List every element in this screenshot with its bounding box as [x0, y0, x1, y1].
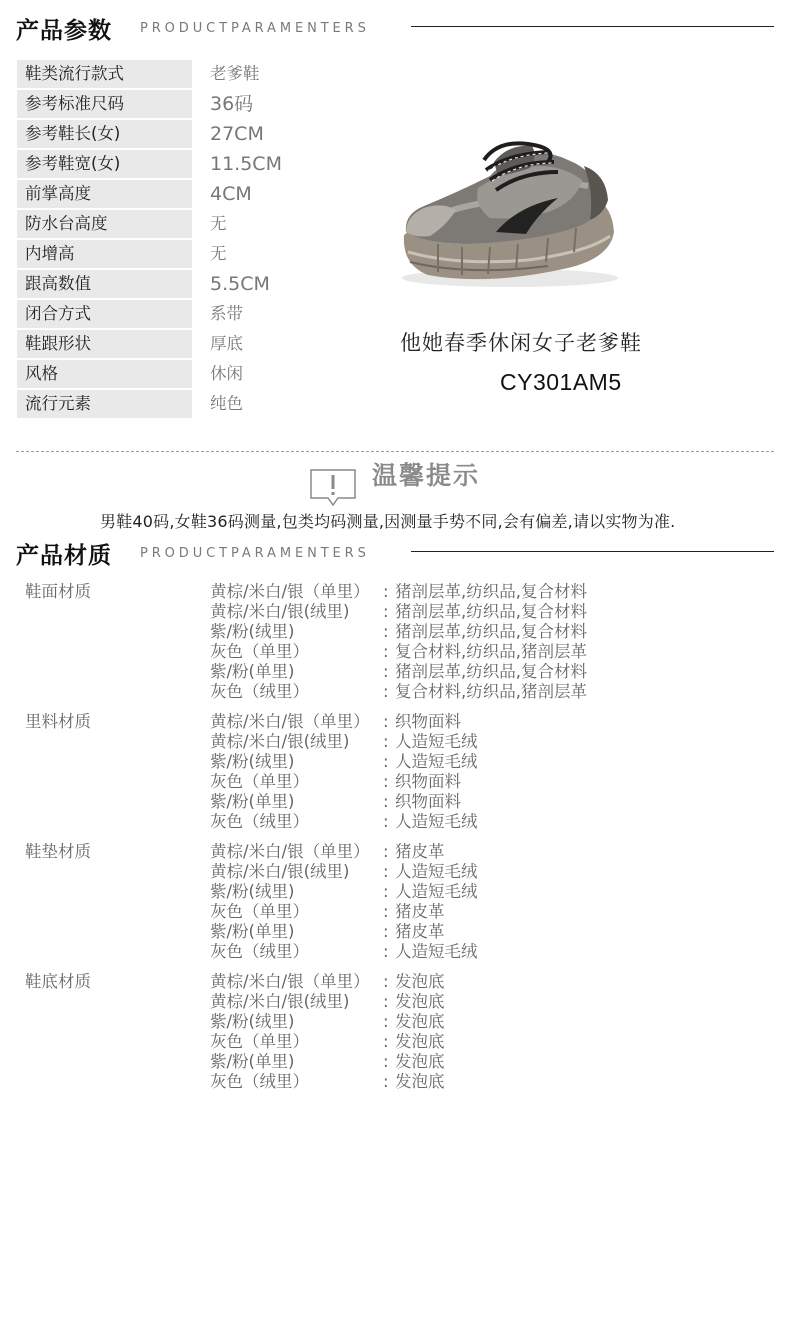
param-value: 休闲: [210, 364, 243, 383]
material-color: 灰色（单里）: [210, 1032, 309, 1051]
param-value: 5.5CM: [210, 273, 270, 295]
material-category: 鞋底材质: [25, 972, 91, 991]
param-label: 鞋跟形状: [17, 330, 192, 358]
material-line: [25, 972, 725, 992]
material-colon: :: [383, 772, 389, 791]
material-colon: :: [383, 732, 389, 751]
material-color: 黄棕/米白/银(绒里): [210, 992, 350, 1011]
material-category: 里料材质: [25, 712, 91, 731]
section-header-materials: [16, 537, 774, 571]
section-header-params: [16, 12, 774, 46]
material-color: 黄棕/米白/银（单里）: [210, 712, 370, 731]
material-color: 灰色（绒里）: [210, 812, 309, 831]
param-label: 跟高数值: [17, 270, 192, 298]
material-value: 猪剖层革,纺织品,复合材料: [395, 602, 587, 621]
material-value: 猪剖层革,纺织品,复合材料: [395, 662, 587, 681]
section-subtitle: PRODUCTPARAMENTERS: [140, 546, 370, 561]
material-colon: :: [383, 862, 389, 881]
material-value: 猪皮革: [395, 922, 445, 941]
material-line: [25, 712, 725, 732]
material-color: 黄棕/米白/银(绒里): [210, 602, 350, 621]
material-value: 发泡底: [395, 1012, 445, 1031]
params-table: [17, 60, 377, 420]
material-group: [25, 972, 725, 1102]
material-value: 织物面料: [395, 712, 461, 731]
material-colon: :: [383, 752, 389, 771]
material-colon: :: [383, 942, 389, 961]
material-value: 人造短毛绒: [395, 942, 478, 961]
material-line: [25, 622, 725, 642]
material-colon: :: [383, 882, 389, 901]
material-color: 紫/粉(单里): [210, 792, 295, 811]
material-line: [25, 992, 725, 1012]
materials-table: [25, 582, 725, 1102]
material-color: 黄棕/米白/银（单里）: [210, 972, 370, 991]
material-value: 人造短毛绒: [395, 732, 478, 751]
material-line: [25, 812, 725, 832]
material-value: 猪皮革: [395, 842, 445, 861]
material-color: 灰色（绒里）: [210, 1072, 309, 1091]
material-colon: :: [383, 1052, 389, 1071]
param-value: 纯色: [210, 394, 243, 413]
material-colon: :: [383, 902, 389, 921]
material-colon: :: [383, 582, 389, 601]
material-color: 紫/粉(单里): [210, 1052, 295, 1071]
material-colon: :: [383, 812, 389, 831]
material-line: [25, 1072, 725, 1092]
material-colon: :: [383, 1032, 389, 1051]
material-value: 复合材料,纺织品,猪剖层革: [395, 682, 587, 701]
sneaker-image: [398, 140, 623, 290]
param-row: [17, 90, 377, 120]
material-color: 紫/粉(绒里): [210, 752, 295, 771]
section-title: 产品参数: [16, 18, 112, 44]
material-value: 发泡底: [395, 992, 445, 1011]
section-rule: [411, 551, 774, 552]
material-category: 鞋面材质: [25, 582, 91, 601]
material-colon: :: [383, 922, 389, 941]
material-value: 织物面料: [395, 792, 461, 811]
material-colon: :: [383, 622, 389, 641]
param-label: 内增高: [17, 240, 192, 268]
param-label: 参考鞋宽(女): [17, 150, 192, 178]
param-label: 闭合方式: [17, 300, 192, 328]
material-value: 人造短毛绒: [395, 882, 478, 901]
material-colon: :: [383, 662, 389, 681]
param-row: [17, 390, 377, 420]
section-title: 产品材质: [16, 543, 112, 569]
material-value: 发泡底: [395, 1032, 445, 1051]
param-row: [17, 300, 377, 330]
tip-title: 温馨提示: [372, 461, 481, 490]
material-value: 人造短毛绒: [395, 752, 478, 771]
material-color: 紫/粉(绒里): [210, 622, 295, 641]
material-colon: :: [383, 682, 389, 701]
material-value: 猪皮革: [395, 902, 445, 921]
material-value: 人造短毛绒: [395, 812, 478, 831]
material-value: 猪剖层革,纺织品,复合材料: [395, 622, 587, 641]
section-subtitle: PRODUCTPARAMENTERS: [140, 21, 370, 36]
tip-text: 男鞋40码,女鞋36码测量,包类均码测量,因测量手势不同,会有偏差,请以实物为准.: [100, 512, 676, 531]
material-line: [25, 1032, 725, 1052]
material-color: 紫/粉(绒里): [210, 1012, 295, 1031]
material-colon: :: [383, 642, 389, 661]
material-line: [25, 582, 725, 602]
section-rule: [411, 26, 774, 27]
param-label: 风格: [17, 360, 192, 388]
param-row: [17, 150, 377, 180]
material-line: [25, 792, 725, 812]
material-color: 灰色（绒里）: [210, 682, 309, 701]
param-row: [17, 330, 377, 360]
material-colon: :: [383, 1012, 389, 1031]
material-line: [25, 882, 725, 902]
param-row: [17, 60, 377, 90]
material-group: [25, 712, 725, 842]
param-label: 流行元素: [17, 390, 192, 418]
material-value: 复合材料,纺织品,猪剖层革: [395, 642, 587, 661]
material-color: 紫/粉(绒里): [210, 882, 295, 901]
param-label: 防水台高度: [17, 210, 192, 238]
param-row: [17, 240, 377, 270]
param-label: 参考标准尺码: [17, 90, 192, 118]
param-value: 11.5CM: [210, 153, 282, 175]
material-color: 灰色（单里）: [210, 642, 309, 661]
param-label: 前掌高度: [17, 180, 192, 208]
param-value: 无: [210, 214, 227, 233]
material-color: 紫/粉(单里): [210, 662, 295, 681]
material-color: 黄棕/米白/银(绒里): [210, 732, 350, 751]
material-value: 猪剖层革,纺织品,复合材料: [395, 582, 587, 601]
material-colon: :: [383, 792, 389, 811]
material-colon: :: [383, 602, 389, 621]
material-line: [25, 662, 725, 682]
param-row: [17, 270, 377, 300]
material-line: [25, 1052, 725, 1072]
product-code: CY301AM5: [500, 369, 622, 395]
dashed-divider: [16, 451, 774, 452]
material-color: 灰色（单里）: [210, 772, 309, 791]
param-row: [17, 210, 377, 240]
material-color: 灰色（绒里）: [210, 942, 309, 961]
material-color: 紫/粉(单里): [210, 922, 295, 941]
param-value: 无: [210, 244, 227, 263]
material-line: [25, 842, 725, 862]
param-label: 鞋类流行款式: [17, 60, 192, 88]
material-value: 发泡底: [395, 972, 445, 991]
param-value: 4CM: [210, 183, 252, 205]
material-colon: :: [383, 1072, 389, 1091]
param-row: [17, 120, 377, 150]
param-value: 厚底: [210, 334, 243, 353]
material-line: [25, 602, 725, 622]
product-name: 他她春季休闲女子老爹鞋: [400, 331, 642, 355]
material-line: [25, 1012, 725, 1032]
material-line: [25, 642, 725, 662]
material-color: 黄棕/米白/银（单里）: [210, 842, 370, 861]
notice-icon: [310, 469, 356, 507]
material-colon: :: [383, 992, 389, 1011]
param-label: 参考鞋长(女): [17, 120, 192, 148]
material-line: [25, 942, 725, 962]
material-line: [25, 682, 725, 702]
material-category: 鞋垫材质: [25, 842, 91, 861]
material-value: 人造短毛绒: [395, 862, 478, 881]
param-value: 27CM: [210, 123, 264, 145]
param-row: [17, 360, 377, 390]
material-color: 黄棕/米白/银（单里）: [210, 582, 370, 601]
material-line: [25, 902, 725, 922]
material-line: [25, 772, 725, 792]
param-value: 系带: [210, 304, 243, 323]
material-line: [25, 752, 725, 772]
material-line: [25, 922, 725, 942]
material-color: 黄棕/米白/银(绒里): [210, 862, 350, 881]
material-value: 发泡底: [395, 1072, 445, 1091]
param-value: 36码: [210, 93, 254, 115]
material-color: 灰色（单里）: [210, 902, 309, 921]
material-colon: :: [383, 712, 389, 731]
param-value: 老爹鞋: [210, 64, 260, 83]
material-line: [25, 732, 725, 752]
material-value: 织物面料: [395, 772, 461, 791]
material-line: [25, 862, 725, 882]
material-group: [25, 842, 725, 972]
material-colon: :: [383, 972, 389, 991]
param-row: [17, 180, 377, 210]
material-value: 发泡底: [395, 1052, 445, 1071]
material-colon: :: [383, 842, 389, 861]
material-group: [25, 582, 725, 712]
